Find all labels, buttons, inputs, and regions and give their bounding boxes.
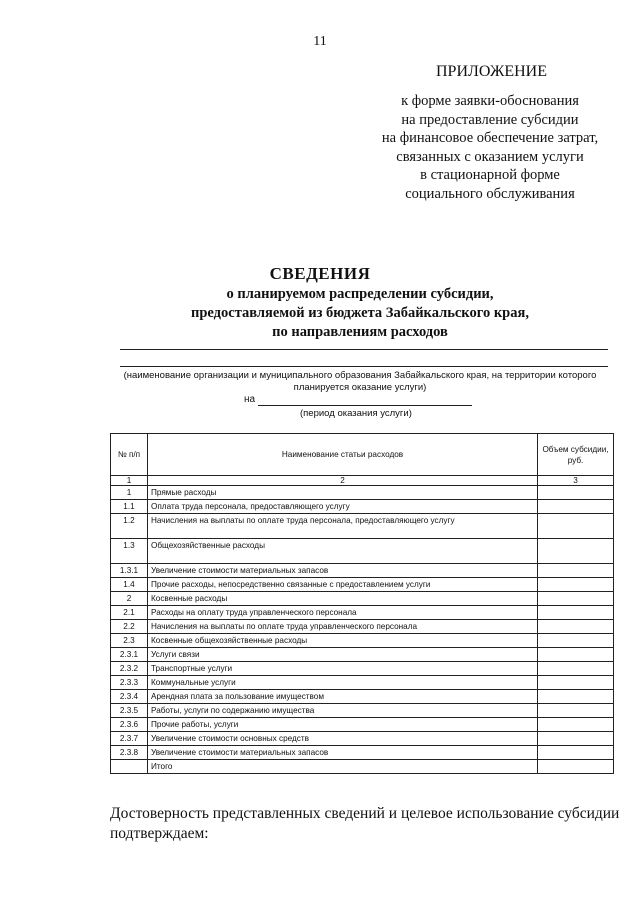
row-number: 2.3.5 <box>111 704 148 718</box>
row-expense-name: Начисления на выплаты по оплате труда персонала, предоставляющего услугу <box>148 514 538 539</box>
row-amount-cell[interactable] <box>538 746 614 760</box>
appendix-title: ПРИЛОЖЕНИЕ <box>436 63 548 80</box>
column-number: 2 <box>148 476 538 486</box>
table-row <box>111 648 614 662</box>
table-row <box>111 732 614 746</box>
table-body <box>111 476 614 774</box>
row-number: 1.1 <box>111 500 148 514</box>
row-number: 1.2 <box>111 514 148 539</box>
document-title: СВЕДЕНИЯ <box>269 264 371 283</box>
row-amount-cell[interactable] <box>538 690 614 704</box>
row-amount-cell[interactable] <box>538 648 614 662</box>
table-row <box>111 514 614 539</box>
statement-line: Достоверность представленных сведений и целевое использование субсидии <box>110 805 620 822</box>
table-row <box>111 634 614 648</box>
period-prefix: на <box>244 394 256 405</box>
row-amount-cell[interactable] <box>538 732 614 746</box>
subtitle-line: о планируемом распределении субсидии, <box>226 286 494 302</box>
row-number: 2.3.6 <box>111 718 148 732</box>
row-amount-cell[interactable] <box>538 718 614 732</box>
subtitle-line: по направлениям расходов <box>272 324 448 340</box>
row-number: 1.4 <box>111 578 148 592</box>
row-expense-name: Расходы на оплату труда управленческого персонала <box>148 606 538 620</box>
statement-line: подтверждаем: <box>110 825 209 842</box>
row-number: 2.2 <box>111 620 148 634</box>
row-number: 1.3 <box>111 539 148 564</box>
row-amount-cell[interactable] <box>538 592 614 606</box>
document-subtitle <box>110 285 610 342</box>
row-number <box>111 760 148 774</box>
organization-name-line[interactable] <box>120 349 608 350</box>
row-number: 1.3.1 <box>111 564 148 578</box>
table-row <box>111 486 614 500</box>
row-expense-name: Услуги связи <box>148 648 538 662</box>
row-expense-name: Косвенные общехозяйственные расходы <box>148 634 538 648</box>
row-expense-name: Транспортные услуги <box>148 662 538 676</box>
table-row <box>111 718 614 732</box>
page-number: 11 <box>313 34 327 49</box>
row-expense-name: Увеличение стоимости основных средств <box>148 732 538 746</box>
row-expense-name: Оплата труда персонала, предоставляющего услугу <box>148 500 538 514</box>
row-expense-name: Увеличение стоимости материальных запасов <box>148 746 538 760</box>
period-line[interactable] <box>258 405 472 406</box>
row-number: 2.3.8 <box>111 746 148 760</box>
row-expense-name: Прочие работы, услуги <box>148 718 538 732</box>
table-row <box>111 704 614 718</box>
row-amount-cell[interactable] <box>538 634 614 648</box>
row-expense-name: Прямые расходы <box>148 486 538 500</box>
table-row <box>111 746 614 760</box>
appendix-line: на предоставление субсидии <box>401 111 579 128</box>
table-header-row <box>111 434 614 476</box>
row-amount-cell[interactable] <box>538 606 614 620</box>
appendix-line: социального обслуживания <box>405 185 575 202</box>
row-amount-cell[interactable] <box>538 514 614 539</box>
appendix-description <box>360 92 620 203</box>
table-row <box>111 606 614 620</box>
row-amount-cell[interactable] <box>538 578 614 592</box>
row-expense-name: Общехозяйственные расходы <box>148 539 538 564</box>
row-number: 2.3.7 <box>111 732 148 746</box>
row-number: 2.1 <box>111 606 148 620</box>
row-expense-name: Арендная плата за пользование имуществом <box>148 690 538 704</box>
appendix-line: в стационарной форме <box>420 167 560 183</box>
organization-caption <box>110 370 610 394</box>
row-amount-cell[interactable] <box>538 676 614 690</box>
table-row <box>111 676 614 690</box>
row-expense-name: Прочие расходы, непосредственно связанные с предоставлением услуги <box>148 578 538 592</box>
row-amount-cell[interactable] <box>538 564 614 578</box>
table-row <box>111 578 614 592</box>
column-number-row <box>111 476 614 486</box>
row-expense-name: Коммунальные услуги <box>148 676 538 690</box>
header-subsidy-amount: Объем субсидии, руб. <box>538 434 614 476</box>
row-expense-name: Увеличение стоимости материальных запасов <box>148 564 538 578</box>
row-amount-cell[interactable] <box>538 662 614 676</box>
row-expense-name: Работы, услуги по содержанию имущества <box>148 704 538 718</box>
column-number: 1 <box>111 476 148 486</box>
appendix-line: на финансовое обеспечение затрат, <box>381 130 599 146</box>
row-amount-cell[interactable] <box>538 539 614 564</box>
row-number: 2.3.4 <box>111 690 148 704</box>
header-number: № п/п <box>111 434 148 476</box>
organization-name-line-2[interactable] <box>120 366 608 367</box>
table-row <box>111 662 614 676</box>
row-expense-name: Косвенные расходы <box>148 592 538 606</box>
caption-line: планируется оказание услуги) <box>293 382 427 393</box>
row-number: 1 <box>111 486 148 500</box>
caption-line: (наименование организации и муниципального образования Забайкальского края, на территории которого <box>123 370 597 381</box>
table-row <box>111 539 614 564</box>
row-amount-cell[interactable] <box>538 486 614 500</box>
column-number: 3 <box>538 476 614 486</box>
row-number: 2.3 <box>111 634 148 648</box>
row-number: 2.3.1 <box>111 648 148 662</box>
period-caption: (период оказания услуги) <box>300 408 412 419</box>
table-row <box>111 760 614 774</box>
row-number: 2 <box>111 592 148 606</box>
expense-table <box>110 433 614 774</box>
header-expense-name: Наименование статьи расходов <box>148 434 538 476</box>
row-amount-cell[interactable] <box>538 704 614 718</box>
table-row <box>111 592 614 606</box>
row-amount-cell[interactable] <box>538 760 614 774</box>
table-row <box>111 500 614 514</box>
row-expense-name: Итого <box>148 760 538 774</box>
table-row <box>111 620 614 634</box>
table-row <box>111 564 614 578</box>
row-expense-name: Начисления на выплаты по оплате труда управленческого персонала <box>148 620 538 634</box>
row-number: 2.3.3 <box>111 676 148 690</box>
row-amount-cell[interactable] <box>538 500 614 514</box>
appendix-line: к форме заявки-обоснования <box>401 93 579 109</box>
subtitle-line: предоставляемой из бюджета Забайкальского края, <box>191 305 529 321</box>
row-amount-cell[interactable] <box>538 620 614 634</box>
table-row <box>111 690 614 704</box>
appendix-line: связанных с оказанием услуги <box>396 148 584 165</box>
row-number: 2.3.2 <box>111 662 148 676</box>
statement-text <box>110 804 620 844</box>
